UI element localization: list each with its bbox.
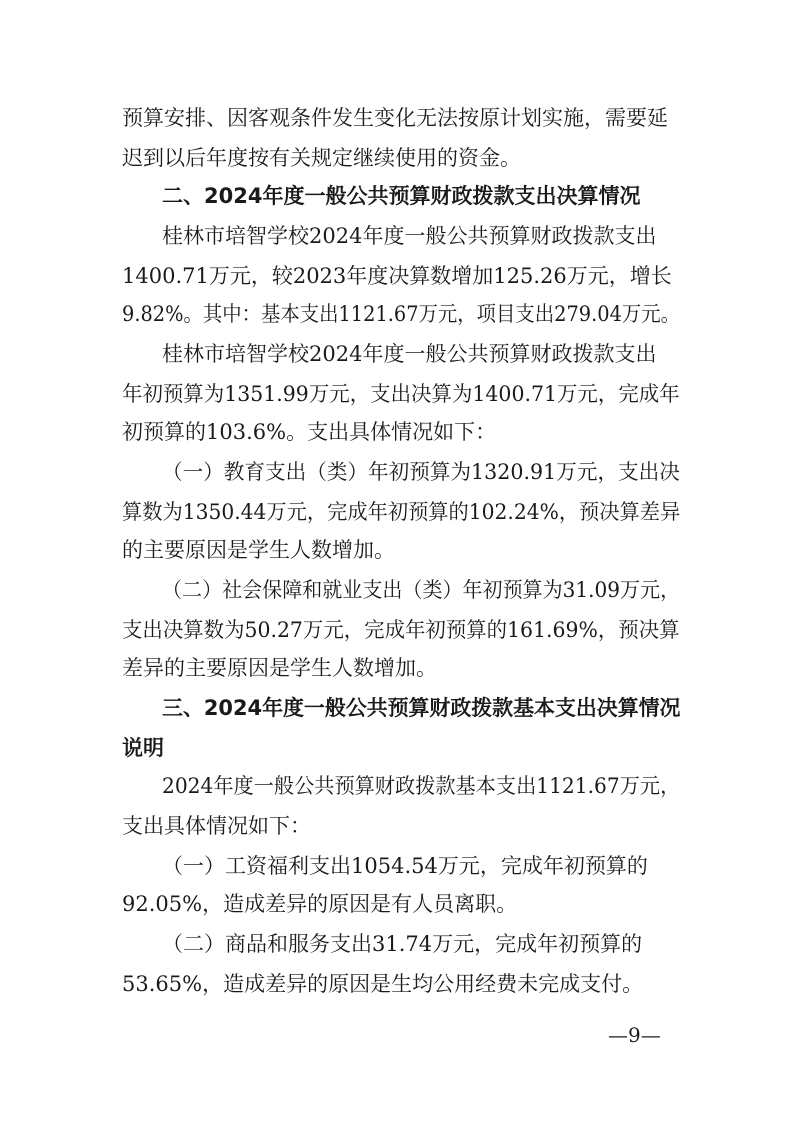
paragraph-text: 初预算的103.6%。支出具体情况如下： [122, 420, 497, 444]
text-line [0, 218, 800, 254]
paragraph-text: 的主要原因是学生人数增加。 [122, 538, 395, 562]
paragraph-text: 迟到以后年度按有关规定继续使用的资金。 [122, 146, 521, 170]
paragraph-text: 53.65%，造成差异的原因是生均公用经费未完成支付。 [122, 972, 644, 996]
text-line [0, 296, 800, 332]
text-line [0, 650, 800, 686]
text-line [0, 848, 800, 884]
paragraph-text: （一）教育支出（类）年初预算为1320.91万元，支出决 [162, 460, 680, 484]
paragraph-text: （一）工资福利支出1054.54万元，完成年初预算的 [162, 854, 648, 878]
text-line [0, 454, 800, 490]
text-line [0, 414, 800, 450]
heading-text: 二、2024年度一般公共预算财政拨款支出决算情况 [162, 184, 641, 208]
paragraph-text: 桂林市培智学校2024年度一般公共预算财政拨款支出 [162, 342, 657, 366]
paragraph-text: 1400.71万元，较2023年度决算数增加125.26万元，增长 [122, 264, 672, 288]
paragraph-text: 92.05%，造成差异的原因是有人员离职。 [122, 892, 518, 916]
paragraph-text: 预算安排、因客观条件发生变化无法按原计划实施，需要延 [122, 106, 668, 130]
text-line [0, 258, 800, 294]
text-line [0, 768, 800, 804]
section-heading-3-continued [0, 730, 800, 766]
text-line [0, 532, 800, 568]
paragraph-text: 差异的主要原因是学生人数增加。 [122, 656, 437, 680]
heading-text: 三、2024年度一般公共预算财政拨款基本支出决算情况 [162, 696, 681, 720]
text-line [0, 140, 800, 176]
paragraph-text: （二）商品和服务支出31.74万元，完成年初预算的 [162, 932, 643, 956]
text-line [0, 808, 800, 844]
paragraph-text: 2024年度一般公共预算财政拨款基本支出1121.67万元， [162, 774, 681, 798]
section-heading-2 [0, 178, 800, 214]
paragraph-text: 支出决算数为50.27万元，完成年初预算的161.69%，预决算 [122, 618, 680, 642]
text-line [0, 612, 800, 648]
paragraph-text: 桂林市培智学校2024年度一般公共预算财政拨款支出 [162, 224, 657, 248]
section-heading-3 [0, 690, 800, 726]
page-number: —9— [608, 1023, 661, 1047]
text-line [0, 494, 800, 530]
paragraph-text: 支出具体情况如下： [122, 814, 311, 838]
paragraph-text: 年初预算为1351.99万元，支出决算为1400.71万元，完成年 [122, 382, 680, 406]
text-line [0, 572, 800, 608]
paragraph-text: （二）社会保障和就业支出（类）年初预算为31.09万元， [162, 578, 681, 602]
text-line [0, 100, 800, 136]
text-line [0, 886, 800, 922]
text-line [0, 926, 800, 962]
text-line [0, 336, 800, 372]
heading-text: 说明 [122, 736, 164, 760]
paragraph-text: 算数为1350.44万元，完成年初预算的102.24%，预决算差异 [122, 500, 681, 524]
paragraph-text: 9.82%。其中：基本支出1121.67万元，项目支出279.04万元。 [122, 302, 681, 326]
text-line [0, 966, 800, 1002]
text-line [0, 376, 800, 412]
